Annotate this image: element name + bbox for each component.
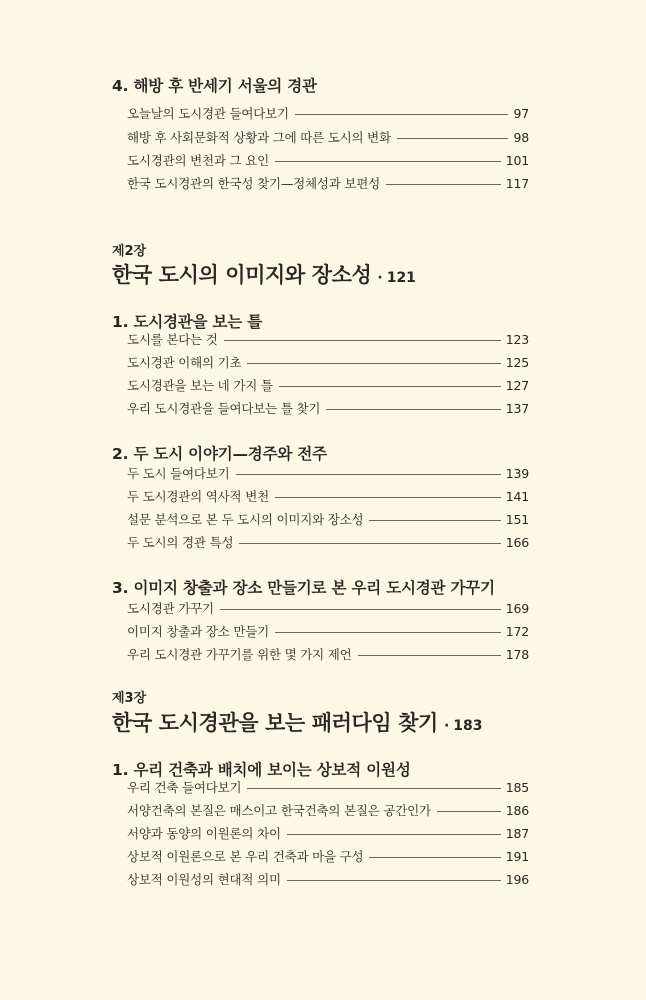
entry-label: 서양과 동양의 이원론의 차이 xyxy=(127,826,281,841)
entry-page-number: 117 xyxy=(505,175,529,191)
toc-entry[interactable] xyxy=(127,847,529,865)
entry-page-number: 185 xyxy=(505,779,529,795)
leader-line xyxy=(275,632,501,633)
chapter-title[interactable] xyxy=(112,707,483,737)
entry-label: 두 도시 들여다보기 xyxy=(127,466,230,481)
entry-page-number: 141 xyxy=(505,488,529,504)
leader-line xyxy=(437,811,501,812)
entry-page-number: 123 xyxy=(505,331,529,347)
toc-entry[interactable] xyxy=(127,599,529,617)
leader-line xyxy=(326,409,501,410)
entry-label: 상보적 이원론으로 본 우리 건축과 마을 구성 xyxy=(127,849,364,864)
leader-line xyxy=(239,543,500,544)
toc-entry[interactable] xyxy=(127,487,529,505)
toc-entry[interactable] xyxy=(127,128,529,146)
entry-page-number: 127 xyxy=(505,377,529,393)
section-heading: 2. 두 도시 이야기—경주와 전주 xyxy=(112,445,327,463)
entry-label: 서양건축의 본질은 매스이고 한국건축의 본질은 공간인가 xyxy=(127,803,431,818)
leader-line xyxy=(287,880,501,881)
entry-label: 도시경관 가꾸기 xyxy=(127,601,214,616)
entry-page-number: 151 xyxy=(505,511,529,527)
toc-entry[interactable] xyxy=(127,801,529,819)
entry-page-number: 98 xyxy=(513,129,529,145)
toc-entry[interactable] xyxy=(127,174,529,192)
leader-line xyxy=(369,520,500,521)
toc-entry[interactable] xyxy=(127,399,529,417)
chapter-label: 제3장 xyxy=(112,691,147,706)
entry-page-number: 169 xyxy=(505,600,529,616)
entry-label: 도시경관을 보는 네 가지 틀 xyxy=(127,378,273,393)
toc-entry[interactable] xyxy=(127,353,529,371)
leader-line xyxy=(369,857,500,858)
section-heading: 1. 도시경관을 보는 틀 xyxy=(112,313,263,331)
entry-page-number: 101 xyxy=(505,152,529,168)
toc-entry[interactable] xyxy=(127,533,529,551)
toc-entry[interactable] xyxy=(127,622,529,640)
leader-line xyxy=(220,609,501,610)
entry-label: 두 도시의 경관 특성 xyxy=(127,535,234,550)
chapter-title-text: 한국 도시경관을 보는 패러다임 찾기 xyxy=(112,711,438,735)
entry-label: 오늘날의 도시경관 들여다보기 xyxy=(127,106,289,121)
section-heading: 1. 우리 건축과 배치에 보이는 상보적 이원성 xyxy=(112,761,411,779)
toc-entry[interactable] xyxy=(127,870,529,888)
leader-line xyxy=(386,184,501,185)
entry-label: 상보적 이원성의 현대적 의미 xyxy=(127,872,281,887)
entry-label: 도시경관의 변천과 그 요인 xyxy=(127,153,269,168)
chapter-title-text: 한국 도시의 이미지와 장소성 xyxy=(112,263,372,287)
leader-line xyxy=(224,340,501,341)
entry-page-number: 186 xyxy=(505,802,529,818)
entry-label: 설문 분석으로 본 두 도시의 이미지와 장소성 xyxy=(127,512,364,527)
chapter-page-number: 121 xyxy=(386,270,416,286)
leader-line xyxy=(279,386,501,387)
entry-page-number: 166 xyxy=(505,534,529,550)
leader-line xyxy=(358,655,501,656)
toc-entry[interactable] xyxy=(127,464,529,482)
leader-line xyxy=(275,161,501,162)
entry-page-number: 97 xyxy=(513,105,529,121)
section-heading: 4. 해방 후 반세기 서울의 경관 xyxy=(112,77,317,95)
entry-label: 도시를 본다는 것 xyxy=(127,332,218,347)
leader-line xyxy=(275,497,501,498)
leader-line xyxy=(236,474,501,475)
chapter-label: 제2장 xyxy=(112,244,147,259)
entry-page-number: 187 xyxy=(505,825,529,841)
entry-page-number: 125 xyxy=(505,354,529,370)
entry-label: 우리 도시경관 가꾸기를 위한 몇 가지 제언 xyxy=(127,647,352,662)
entry-label: 해방 후 사회문화적 상황과 그에 따른 도시의 변화 xyxy=(127,130,391,145)
toc-entry[interactable] xyxy=(127,824,529,842)
leader-line xyxy=(247,363,500,364)
toc-entry[interactable] xyxy=(127,778,529,796)
entry-page-number: 137 xyxy=(505,400,529,416)
entry-label: 우리 건축 들여다보기 xyxy=(127,780,242,795)
entry-page-number: 196 xyxy=(505,871,529,887)
leader-line xyxy=(287,834,501,835)
entry-page-number: 178 xyxy=(505,646,529,662)
entry-label: 도시경관 이해의 기초 xyxy=(127,355,242,370)
toc-entry[interactable] xyxy=(127,645,529,663)
toc-entry[interactable] xyxy=(127,376,529,394)
entry-label: 이미지 창출과 장소 만들기 xyxy=(127,624,269,639)
entry-label: 한국 도시경관의 한국성 찾기—정체성과 보편성 xyxy=(127,176,381,191)
entry-page-number: 139 xyxy=(505,465,529,481)
toc-entry[interactable] xyxy=(127,104,529,122)
toc-entry[interactable] xyxy=(127,330,529,348)
chapter-title-separator: · xyxy=(377,270,383,286)
leader-line xyxy=(295,114,509,115)
leader-line xyxy=(397,138,509,139)
entry-label: 두 도시경관의 역사적 변천 xyxy=(127,489,269,504)
section-heading: 3. 이미지 창출과 장소 만들기로 본 우리 도시경관 가꾸기 xyxy=(112,579,495,597)
chapter-page-number: 183 xyxy=(453,718,483,734)
toc-entry[interactable] xyxy=(127,151,529,169)
leader-line xyxy=(247,788,500,789)
toc-entry[interactable] xyxy=(127,510,529,528)
entry-label: 우리 도시경관을 들여다보는 틀 찾기 xyxy=(127,401,321,416)
entry-page-number: 191 xyxy=(505,848,529,864)
chapter-title[interactable] xyxy=(112,259,416,289)
chapter-title-separator: · xyxy=(443,718,450,734)
entry-page-number: 172 xyxy=(505,623,529,639)
